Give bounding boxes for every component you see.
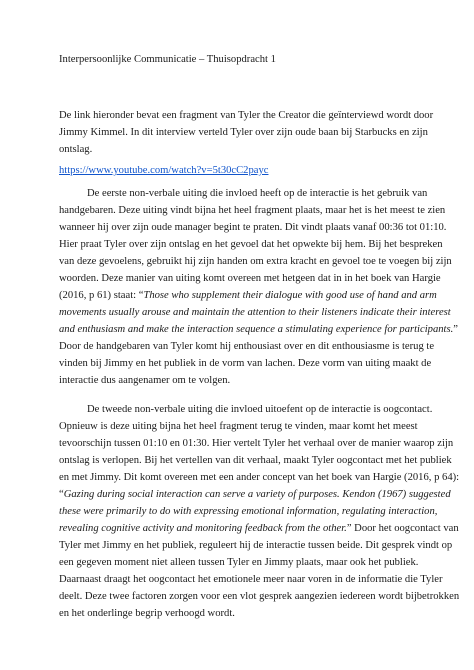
paragraph-line: woorden. Deze manier van uiting komt overeen met hetgeen dat in in het boek van Hargie (59, 273, 441, 284)
quote-line (59, 489, 451, 500)
paragraph-line: vinden bij Jimmy en het publiek in de vorm van lachen. Deze vorm van uiting maakt de (59, 358, 432, 369)
paragraph-line: een gegeven moment niet alleen tussen Tyler en Jimmy plaats, maar ook het publiek. (59, 557, 419, 568)
paragraph-line: Daarnaast draagt het oogcontact het emotionele meer naar voren in de informatie die Tyler (59, 574, 443, 585)
paragraph-line: De tweede non-verbale uiting die invloed uitoefent op de interactie is oogcontact. (87, 404, 433, 415)
paragraph-line: en het onderlinge begrip verhoogd wordt. (59, 608, 235, 619)
quote-line (59, 523, 459, 534)
quote-text: Gazing during social interaction can serve a variety of purposes. Kendon (1967) suggested (63, 489, 451, 500)
quote-continuation: ” Door het oogcontact van (346, 523, 459, 534)
document-title: Interpersoonlijke Communicatie – Thuisopdracht 1 (59, 54, 276, 65)
paragraph-line: interactie dus aangenamer om te volgen. (59, 375, 231, 386)
quote-text: revealing cognitive activity and monitoring feedback from the other. (59, 523, 347, 534)
quote-text: Those who supplement their dialogue with good use of hand and arm (143, 290, 437, 301)
quote-line (59, 324, 458, 335)
paragraph-line: deelt. Deze twee factoren zorgen voor een vlot gesprek aangezien iedereen wordt bijbetrokken (59, 591, 460, 602)
quote-line (59, 506, 437, 517)
paragraph-line: wanneer hij over zijn oude manager begint te praten. Dit vindt plaats vanaf 00:36 tot 01:10. (59, 222, 447, 233)
paragraph-line: Opnieuw is deze uiting bijna het heel fragment terug te vinden, maar komt het meest (59, 421, 418, 432)
youtube-link[interactable]: https://www.youtube.com/watch?v=5t30cC2payc (59, 165, 269, 176)
quote-line (59, 307, 451, 318)
intro-line: ontslag. (59, 144, 93, 155)
paragraph-line: handgebaren. Deze uiting vindt bijna het heel fragment plaats, maar het is het meest te zien (59, 205, 446, 216)
paragraph-line: Door de handgebaren van Tyler komt hij enthousiast over en dit enthousiasme is terug te (59, 341, 435, 352)
quote-text: these were primarily to do with expressing emotional information, regulating interaction, (59, 506, 438, 517)
quote-close: ” (453, 324, 458, 335)
quote-intro: (2016, p 61) staat: “ (59, 290, 144, 301)
paragraph-line: en met Jimmy. Dit komt overeen met een ander concept van het boek van Hargie (2016, p 64): (59, 472, 460, 483)
quote-line (59, 290, 437, 301)
quote-text: movements usually arouse and maintain the attention to their listeners indicate their interest (59, 307, 451, 318)
paragraph-line: Hier praat Tyler over zijn ontslag en het gevoel dat het opwekte bij hem. Bij het bespreken (59, 239, 443, 250)
intro-line: De link hieronder bevat een fragment van Tyler the Creator die geïnterviewd wordt door (59, 110, 434, 121)
quote-open: “ (59, 489, 64, 500)
paragraph-line: van deze gevoelens, gebruikt hij zijn handen om extra kracht en gevoel toe te voegen bij zijn (59, 256, 452, 267)
paragraph-line: Tyler met Jimmy en het publiek, reguleert hij de interactie tussen beide. Dit gesprek vindt op (59, 540, 453, 551)
paragraph-line: tevoorschijn tussen 01:10 en 01:30. Hier vertelt Tyler het verhaal over de manier waarop zijn (59, 438, 454, 449)
paragraph-line: ontslag is verlopen. Bij het vertellen van dit verhaal, maakt Tyler oogcontact met het publiek (59, 455, 452, 466)
paragraph-line: De eerste non-verbale uiting die invloed heeft op de interactie is het gebruik van (87, 188, 428, 199)
intro-line: Jimmy Kimmel. In dit interview verteld Tyler over zijn oude baan bij Starbucks en zijn (59, 127, 428, 138)
quote-text: and enthusiasm and make the interaction sequence a stimulating experience for participants. (59, 324, 454, 335)
